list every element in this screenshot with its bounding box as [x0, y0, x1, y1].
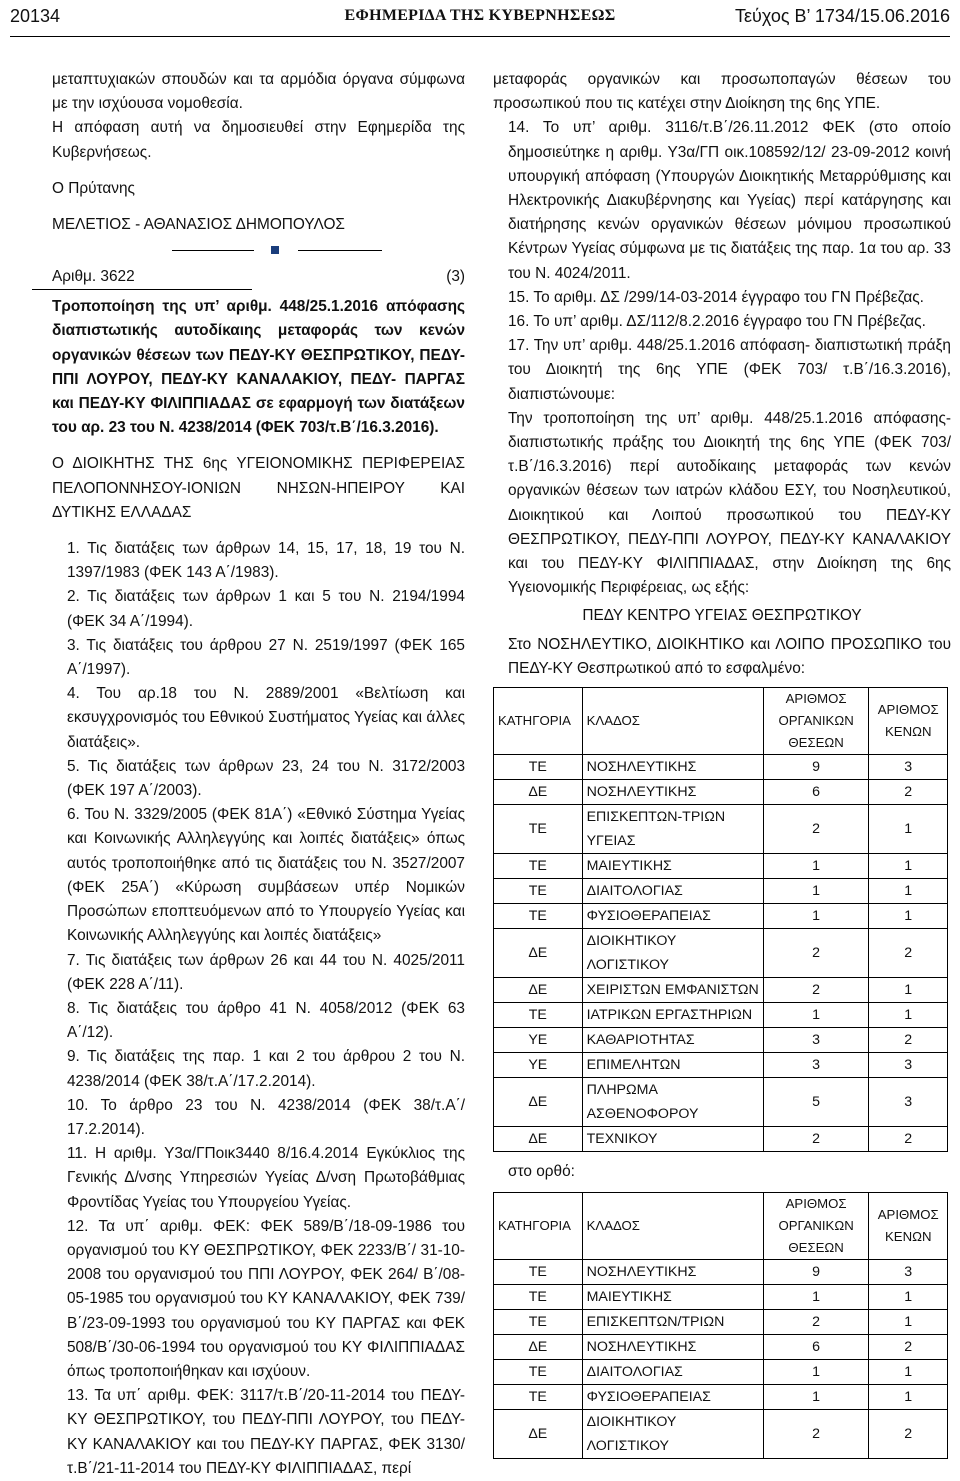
- table-row: [494, 805, 948, 854]
- correct-table: [493, 1192, 948, 1459]
- positions-cell: 1: [763, 854, 869, 879]
- branch-cell: ΠΛΗΡΩΜΑ ΑΣΘΕΝΟΦΟΡΟΥ: [582, 1078, 763, 1127]
- legal-basis-item: 16. Το υπ’ αριθμ. ΔΣ/112/8.2.2016 έγγραφο του ΓΝ Πρέβεζας.: [508, 313, 926, 331]
- table-row: [494, 904, 948, 929]
- vacant-cell: 2: [869, 929, 948, 978]
- decision-number: Αριθμ. 3622: [52, 268, 135, 286]
- positions-cell: 3: [763, 1028, 869, 1053]
- header-rule: [10, 36, 950, 37]
- table-row: [494, 1335, 948, 1360]
- branch-cell: ΦΥΣΙΟΘΕΡΑΠΕΙΑΣ: [582, 904, 763, 929]
- vacant-cell: 1: [869, 1385, 948, 1410]
- branch-cell: ΝΟΣΗΛΕΥΤΙΚΗΣ: [582, 755, 763, 780]
- col-positions: ΑΡΙΘΜΟΣ ΟΡΓΑΝΙΚΩΝ ΘΕΣΕΩΝ: [763, 1193, 869, 1260]
- issue-number: Τεύχος Β’ 1734/15.06.2016: [734, 6, 950, 26]
- positions-cell: 3: [763, 1053, 869, 1078]
- table-row: [494, 978, 948, 1003]
- vacant-cell: 1: [869, 854, 948, 879]
- category-cell: ΤΕ: [494, 805, 583, 854]
- branch-cell: ΧΕΙΡΙΣΤΩΝ ΕΜΦΑΝΙΣΤΩΝ: [582, 978, 763, 1003]
- table-row: [494, 1410, 948, 1459]
- table-row: [494, 929, 948, 978]
- table-row: [494, 780, 948, 805]
- legal-basis-item: 1. Τις διατάξεις των άρθρων 14, 15, 17, 18, 19 του Ν. 1397/1983 (ΦΕΚ 143 Α΄/1983).: [67, 540, 465, 582]
- positions-cell: 5: [763, 1078, 869, 1127]
- category-cell: ΔΕ: [494, 1078, 583, 1127]
- col-vacant: ΑΡΙΘΜΟΣ ΚΕΝΩΝ: [869, 1193, 948, 1260]
- correct-label: στο ορθό:: [508, 1163, 575, 1181]
- legal-basis-item: 15. Το αριθμ. ΔΣ /299/14-03-2014 έγγραφο του ΓΝ Πρέβεζας.: [508, 288, 924, 306]
- vacant-cell: 1: [869, 805, 948, 854]
- category-cell: ΔΕ: [494, 780, 583, 805]
- separator-square-icon: [271, 246, 279, 254]
- legal-basis-item: 8. Τις διατάξεις του άρθρο 41 Ν. 4058/2012 (ΦΕΚ 63 Α΄/12).: [67, 999, 465, 1042]
- positions-cell: 2: [763, 929, 869, 978]
- table-row: [494, 879, 948, 904]
- branch-cell: ΔΙΑΙΤΟΛΟΓΙΑΣ: [582, 879, 763, 904]
- col-category: ΚΑΤΗΓΟΡΙΑ: [494, 1193, 583, 1260]
- positions-cell: 1: [763, 1003, 869, 1028]
- table-row: [494, 1028, 948, 1053]
- vacant-cell: 1: [869, 1003, 948, 1028]
- vacant-cell: 1: [869, 1285, 948, 1310]
- branch-cell: ΙΑΤΡΙΚΩΝ ΕΡΓΑΣΤΗΡΙΩΝ: [582, 1003, 763, 1028]
- positions-cell: 1: [763, 1385, 869, 1410]
- legal-basis-item: 7. Τις διατάξεις των άρθρων 26 και 44 του Ν. 4025/2011 (ΦΕΚ 228 Α΄/11).: [67, 951, 465, 993]
- category-cell: ΔΕ: [494, 929, 583, 978]
- category-cell: ΤΕ: [494, 1260, 583, 1285]
- branch-cell: ΦΥΣΙΟΘΕΡΑΠΕΙΑΣ: [582, 1385, 763, 1410]
- branch-cell: ΔΙΑΙΤΟΛΟΓΙΑΣ: [582, 1360, 763, 1385]
- table-row: [494, 755, 948, 780]
- category-cell: ΔΕ: [494, 1335, 583, 1360]
- erroneous-intro: Στο ΝΟΣΗΛΕΥΤΙΚΟ, ΔΙΟΙΚΗΤΙΚΟ και ΛΟΙΠΟ ΠΡΟΣΩΠΙΚΟ του ΠΕΔΥ-ΚΥ Θεσπρωτικού από το εσφαλμένο:: [508, 635, 951, 677]
- vacant-cell: 3: [869, 1078, 948, 1127]
- decision-title: Τροποποίηση της υπ’ αριθμ. 448/25.1.2016 απόφασης διαπιστωτικής αυτοδίκαιης μεταφοράς των κενών οργανικών θέσεων των ΠΕΔΥ-ΚΥ ΘΕΣΠΡΩΤΙΚΟΥ, ΠΕΔΥ-ΠΠΙ ΛΟΥΡΟΥ, ΠΕΔΥ-ΚΥ ΚΑΝΑΛΑΚΙΟΥ, ΠΕΔΥ- ΠΑΡΓΑΣ και ΠΕΔΥ-ΚΥ ΦΙΛΙΠΠΙΑΔΑΣ σε εφαρμογή των διατάξεων του αρ. 23 του Ν. 4238/2014 (ΦΕΚ 703/τ.Β΄/16.3.2016).: [52, 298, 465, 437]
- vacant-cell: 2: [869, 1335, 948, 1360]
- col-branch: ΚΛΑΔΟΣ: [582, 688, 763, 755]
- category-cell: ΔΕ: [494, 1127, 583, 1152]
- vacant-cell: 2: [869, 1410, 948, 1459]
- positions-cell: 2: [763, 805, 869, 854]
- branch-cell: ΔΙΟΙΚΗΤΙΚΟΥ ΛΟΓΙΣΤΙΚΟΥ: [582, 929, 763, 978]
- vacant-cell: 2: [869, 1028, 948, 1053]
- category-cell: ΥΕ: [494, 1028, 583, 1053]
- positions-cell: 6: [763, 1335, 869, 1360]
- left-column: [52, 68, 465, 1481]
- branch-cell: ΝΟΣΗΛΕΥΤΙΚΗΣ: [582, 1260, 763, 1285]
- category-cell: ΤΕ: [494, 879, 583, 904]
- category-cell: ΤΕ: [494, 1285, 583, 1310]
- positions-cell: 2: [763, 1127, 869, 1152]
- positions-cell: 9: [763, 1260, 869, 1285]
- legal-basis-item: 3. Τις διατάξεις του άρθρου 27 Ν. 2519/1997 (ΦΕΚ 165 Α΄/1997).: [67, 636, 465, 679]
- legal-basis-list-continued: [493, 116, 951, 406]
- vacant-cell: 1: [869, 1360, 948, 1385]
- table-row: [494, 1310, 948, 1335]
- branch-cell: ΤΕΧΝΙΚΟΥ: [582, 1127, 763, 1152]
- branch-cell: ΕΠΙΣΚΕΠΤΩΝ/ΤΡΙΩΝ: [582, 1310, 763, 1335]
- category-cell: ΤΕ: [494, 1385, 583, 1410]
- table-row: [494, 1385, 948, 1410]
- positions-cell: 6: [763, 780, 869, 805]
- positions-cell: 1: [763, 1360, 869, 1385]
- continuation-text: μεταφοράς οργανικών και προσωποπαγών θέσεων του προσωπικού που τις κατέχει στην Διοίκηση της 6ης ΥΠΕ.: [493, 71, 951, 113]
- vacant-cell: 1: [869, 1310, 948, 1335]
- authority: Ο ΔΙΟΙΚΗΤΗΣ ΤΗΣ 6ης ΥΓΕΙΟΝΟΜΙΚΗΣ ΠΕΡΙΦΕΡΕΙΑΣ ΠΕΛΟΠΟΝΝΗΣΟΥ-ΙΟΝΙΩΝ ΝΗΣΩΝ-ΗΠΕΙΡΟΥ ΚΑΙ ΔΥΤΙΚΗΣ ΕΛΛΑΔΑΣ: [52, 455, 465, 521]
- table-row: [494, 1260, 948, 1285]
- legal-basis-list: [52, 537, 465, 1481]
- branch-cell: ΜΑΙΕΥΤΙΚΗΣ: [582, 854, 763, 879]
- table-row: [494, 1003, 948, 1028]
- col-branch: ΚΛΑΔΟΣ: [582, 1193, 763, 1260]
- legal-basis-item: 9. Τις διατάξεις της παρ. 1 και 2 του άρθρου 2 του Ν. 4238/2014 (ΦΕΚ 38/τ.Α΄/17.2.2014).: [67, 1048, 465, 1090]
- legal-basis-item: 17. Την υπ’ αριθμ. 448/25.1.2016 απόφαση- διαπιστωτική πράξη του Διοικητή της 6ης ΥΠΕ (ΦΕΚ 703/ τ.Β΄/16.3.2016), διαπιστώνουμε:: [508, 337, 951, 403]
- category-cell: ΤΕ: [494, 1310, 583, 1335]
- publish-text: Η απόφαση αυτή να δημοσιευθεί στην Εφημερίδα της Κυβερνήσεως.: [52, 119, 465, 161]
- col-category: ΚΑΤΗΓΟΡΙΑ: [494, 688, 583, 755]
- gazette-title: ΕΦΗΜΕΡΙ∆Α ΤΗΣ ΚΥΒΕΡΝΗΣΕΩΣ: [344, 7, 616, 24]
- decision-number-row: [52, 265, 465, 289]
- right-column: [493, 68, 951, 1459]
- vacant-cell: 3: [869, 1053, 948, 1078]
- table-row: [494, 854, 948, 879]
- legal-basis-item: 10. Το άρθρο 23 του Ν. 4238/2014 (ΦΕΚ 38/τ.Α΄/ 17.2.2014).: [67, 1096, 465, 1138]
- category-cell: ΔΕ: [494, 978, 583, 1003]
- col-positions: ΑΡΙΘΜΟΣ ΟΡΓΑΝΙΚΩΝ ΘΕΣΕΩΝ: [763, 688, 869, 755]
- vacant-cell: 1: [869, 879, 948, 904]
- table-row: [494, 1285, 948, 1310]
- category-cell: ΤΕ: [494, 904, 583, 929]
- legal-basis-item: 4. Του αρ.18 του Ν. 2889/2001 «Βελτίωση και εκσυγχρονισμός του Εθνικού Συστήματος Υγείας και άλλες διατάξεις».: [67, 685, 465, 751]
- col-vacant: ΑΡΙΘΜΟΣ ΚΕΝΩΝ: [869, 688, 948, 755]
- table-row: [494, 1127, 948, 1152]
- branch-cell: ΜΑΙΕΥΤΙΚΗΣ: [582, 1285, 763, 1310]
- legal-basis-item: 6. Του Ν. 3329/2005 (ΦΕΚ 81Α΄) «Εθνικό Σύστημα Υγείας και Κοινωνικής Αλληλεγγύης και λοιπές διατάξεις» όπως αυτός τροποποιήθηκε από τις διατάξεις του Ν. 3527/2007 (ΦΕΚ 25Α΄) «Κύρωση συμβάσεων υπέρ Νομικών Προσώπων εποπτευόμενων από το Υπουργείο Υγείας και Κοινωνικής Αλληλεγγύης και λοιπές διατάξεις»: [67, 806, 465, 945]
- vacant-cell: 1: [869, 978, 948, 1003]
- branch-cell: ΕΠΙΣΚΕΠΤΩΝ-ΤΡΙΩΝ ΥΓΕΙΑΣ: [582, 805, 763, 854]
- category-cell: ΤΕ: [494, 1360, 583, 1385]
- positions-cell: 2: [763, 1410, 869, 1459]
- amendment-text: Την τροποποίηση της υπ’ αριθμ. 448/25.1.2016 απόφασης- διαπιστωτικής πράξης του Διοικητή της 6ης ΥΠΕ (ΦΕΚ 703/τ.Β΄/16.3.2016) περί αυτοδίκαιης μεταφοράς των κενών οργανικών θέσεων των ιατρών κλάδου ΕΣΥ, του Νοσηλευτικού, Διοικητικού και Λοιπού προσωπικού του ΠΕΔΥ-ΚΥ ΘΕΣΠΡΩΤΙΚΟΥ, ΠΕΔΥ-ΠΠΙ ΛΟΥΡΟΥ, ΠΕΔΥ-ΚΥ ΚΑΝΑΛΑΚΙΟΥ και του ΠΕΔΥ-ΚΥ ΦΙΛΙΠΠΙΑΔΑΣ, στην Διοίκηση της 6ης Υγειονομικής Περιφέρειας, ως εξής:: [508, 409, 951, 597]
- positions-cell: 1: [763, 904, 869, 929]
- positions-cell: 2: [763, 1310, 869, 1335]
- category-cell: ΥΕ: [494, 1053, 583, 1078]
- vacant-cell: 2: [869, 1127, 948, 1152]
- branch-cell: ΕΠΙΜΕΛΗΤΩΝ: [582, 1053, 763, 1078]
- branch-cell: ΝΟΣΗΛΕΥΤΙΚΗΣ: [582, 1335, 763, 1360]
- page-number: 20134: [10, 6, 61, 26]
- page-header: [0, 0, 960, 36]
- positions-cell: 1: [763, 879, 869, 904]
- section-separator: [52, 239, 465, 261]
- vacant-cell: 3: [869, 1260, 948, 1285]
- erroneous-table: [493, 687, 948, 1152]
- vacant-cell: 2: [869, 780, 948, 805]
- positions-cell: 9: [763, 755, 869, 780]
- decision-index: (3): [446, 268, 465, 286]
- branch-cell: ΝΟΣΗΛΕΥΤΙΚΗΣ: [582, 780, 763, 805]
- vacant-cell: 3: [869, 755, 948, 780]
- category-cell: ΤΕ: [494, 755, 583, 780]
- legal-basis-item: 2. Τις διατάξεις των άρθρων 1 και 5 του Ν. 2194/1994 (ΦΕΚ 34 Α΄/1994).: [67, 588, 465, 630]
- intro-text: μεταπτυχιακών σπουδών και τα αρμόδια όργανα σύμφωνα με την ισχύουσα νομοθεσία.: [52, 71, 465, 113]
- category-cell: ΔΕ: [494, 1410, 583, 1459]
- center-title: ΠΕΔΥ ΚΕΝΤΡΟ ΥΓΕΙΑΣ ΘΕΣΠΡΩΤΙΚΟΥ: [582, 607, 862, 625]
- legal-basis-item: 14. Το υπ’ αριθμ. 3116/τ.Β΄/26.11.2012 ΦΕΚ (στο οποίο δημοσιεύτηκε η αριθμ. Υ3α/ΓΠ οικ.108592/12/ 23-09-2012 κοινή υπουργική απόφαση (Υπουργών Διοικητικής Μεταρρύθμισης και Ηλεκτρονικής Διακυβέρνησης και Υγείας) περί κατάργησης και διατήρησης κενών οργανικών θέσεων μόνιμου προσωπικού Κέντρων Υγείας σύμφωνα με τις διατάξεις της παρ. 1α του αρ. 33 του Ν. 4024/2011.: [508, 119, 951, 282]
- positions-cell: 1: [763, 1285, 869, 1310]
- legal-basis-item: 11. Η αριθμ. Υ3α/ΓΠοικ3440 8/16.4.2014 Εγκύκλιος της Γενικής Δ/νσης Υπηρεσιών Υγείας Δ/νση Πρωτοβάθμιας Φροντίδας Υγείας του Υπουργείου Υγείας.: [67, 1145, 465, 1211]
- legal-basis-item: 13. Τα υπ΄ αριθμ. ΦΕΚ: 3117/τ.Β΄/20-11-2014 του ΠΕΔΥ-ΚΥ ΘΕΣΠΡΩΤΙΚΟΥ, του ΠΕΔΥ-ΠΠΙ ΛΟΥΡΟΥ, του ΠΕΔΥ-ΚΥ ΚΑΝΑΛΑΚΙΟΥ και του ΠΕΔΥ-ΚΥ ΠΑΡΓΑΣ, ΦΕΚ 3130/τ.Β΄/21-11-2014 του ΠΕΔΥ-ΚΥ ΦΙΛΙΠΠΙΑΔΑΣ, περί: [67, 1387, 465, 1477]
- legal-basis-item: 12. Τα υπ΄ αριθμ. ΦΕΚ: ΦΕΚ 589/Β΄/18-09-1986 του οργανισμού του ΚΥ ΘΕΣΠΡΩΤΙΚΟΥ, ΦΕΚ 2233/Β΄/ 31-10-2008 του οργανισμού του ΠΠΙ ΛΟΥΡΟΥ, ΦΕΚ 264/ Β΄/08-05-1985 του οργανισμού του ΚΥ ΚΑΝΑΛΑΚΙΟΥ, ΦΕΚ 739/Β΄/23-09-1993 του οργανισμού του ΚΥ ΠΑΡΓΑΣ και ΦΕΚ 508/Β΄/30-06-1994 του οργανισμού του ΚΥ ΦΙΛΙΠΠΙΑΔΑΣ όπως τροποποιήθηκαν και ισχύουν.: [67, 1217, 465, 1380]
- positions-cell: 2: [763, 978, 869, 1003]
- branch-cell: ΔΙΟΙΚΗΤΙΚΟΥ ΛΟΓΙΣΤΙΚΟΥ: [582, 1410, 763, 1459]
- signer-title: Ο Πρύτανης: [52, 179, 135, 197]
- signer-name: ΜΕΛΕΤΙΟΣ - ΑΘΑΝΑΣΙΟΣ ΔΗΜΟΠΟΥΛΟΣ: [52, 216, 345, 234]
- table-row: [494, 1360, 948, 1385]
- table-row: [494, 1078, 948, 1127]
- branch-cell: ΚΑΘΑΡΙΟΤΗΤΑΣ: [582, 1028, 763, 1053]
- legal-basis-item: 5. Τις διατάξεις των άρθρων 23, 24 του Ν. 3172/2003 (ΦΕΚ 197 Α΄/2003).: [67, 757, 465, 800]
- category-cell: ΤΕ: [494, 1003, 583, 1028]
- table-row: [494, 1053, 948, 1078]
- category-cell: ΤΕ: [494, 854, 583, 879]
- vacant-cell: 1: [869, 904, 948, 929]
